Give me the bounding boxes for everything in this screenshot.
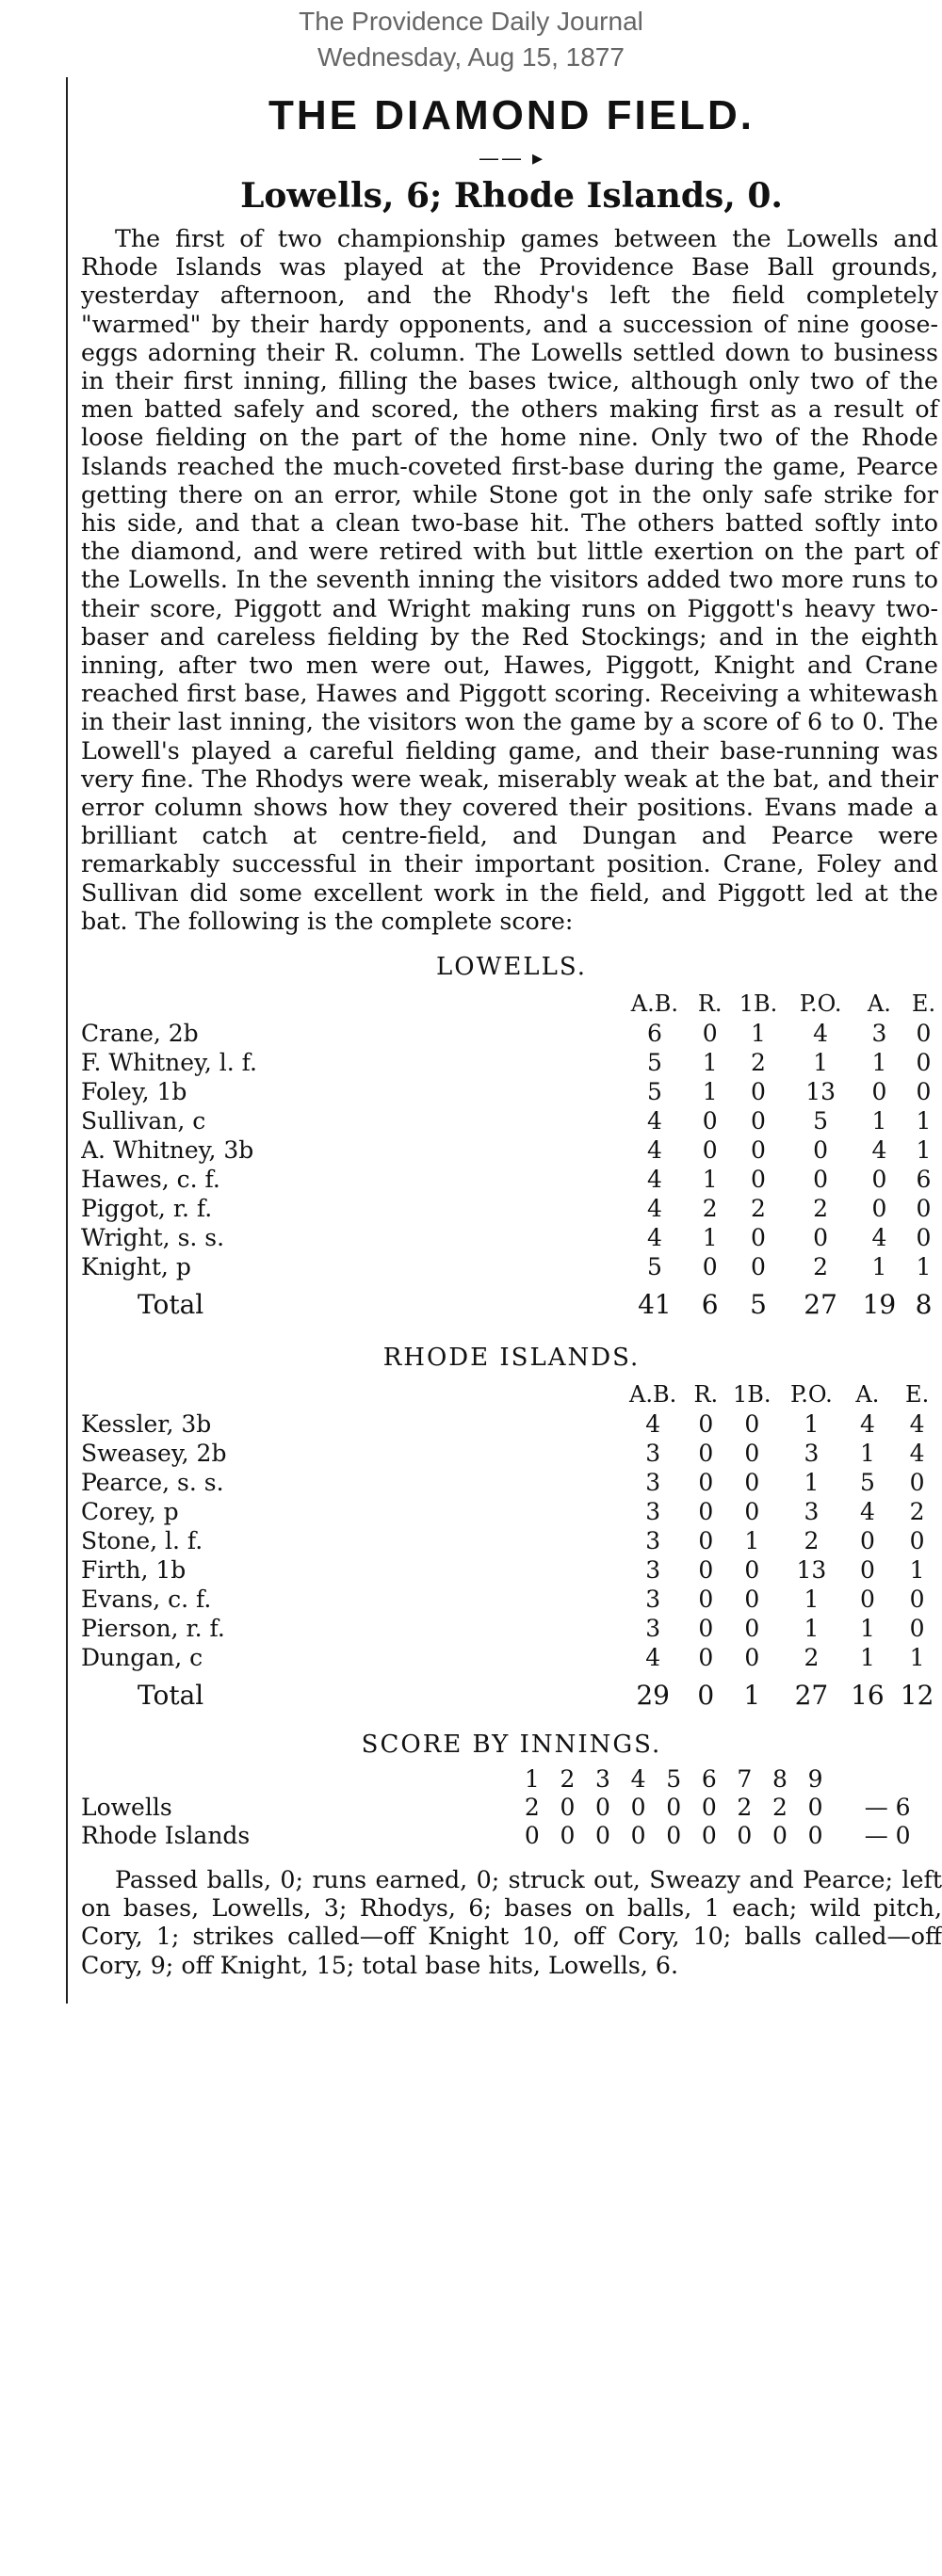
- stat-b1: 0: [744, 1556, 760, 1585]
- stat-e: 0: [909, 1469, 925, 1497]
- player-row: [81, 1468, 942, 1497]
- subhead: Lowells, 6; Rhode Islands, 0.: [240, 176, 783, 216]
- total-row: [81, 1281, 942, 1327]
- player-row: [81, 1555, 942, 1585]
- player-row: [81, 1252, 942, 1281]
- stat-a: 4: [859, 1498, 875, 1526]
- stat-b1: 0: [744, 1615, 760, 1643]
- stat-r: 0: [698, 1498, 714, 1526]
- stat-e: 4: [909, 1440, 925, 1468]
- stat-e: 1: [909, 1644, 925, 1672]
- stat-r: 0: [698, 1586, 714, 1614]
- inning-number: 5: [666, 1764, 682, 1793]
- col-1b: 1B.: [733, 1381, 771, 1409]
- article: [66, 77, 942, 2004]
- rhode-islands-box-score: [81, 1379, 942, 1717]
- score-by-innings: [81, 1764, 942, 1849]
- stat-b1: 0: [751, 1107, 766, 1135]
- rhode-islands-title: RHODE ISLANDS.: [382, 1344, 641, 1373]
- stat-po: 1: [804, 1410, 820, 1439]
- stat-ab: 3: [645, 1556, 661, 1585]
- col-a: A.: [855, 1381, 880, 1409]
- player-row: [81, 1135, 942, 1165]
- stat-po: 2: [804, 1644, 820, 1672]
- innings-team: Rhode Islands: [81, 1821, 251, 1849]
- player-name: F. Whitney, l. f.: [81, 1049, 257, 1077]
- inning-score: 0: [737, 1821, 753, 1849]
- stat-e: 1: [916, 1107, 932, 1135]
- total-row: [81, 1672, 942, 1717]
- stat-ab: 3: [645, 1527, 661, 1555]
- player-row: [81, 1614, 942, 1643]
- stat-po: 0: [813, 1224, 829, 1252]
- stat-r: 2: [702, 1195, 718, 1223]
- innings-row: [81, 1821, 942, 1849]
- stat-b1: 1: [744, 1527, 760, 1555]
- col-1b: 1B.: [739, 990, 778, 1018]
- header-blank: [81, 1379, 618, 1409]
- stat-po: 2: [813, 1195, 829, 1223]
- stat-e: 0: [916, 1224, 932, 1252]
- rhode-islands-rows: [81, 1409, 942, 1717]
- stat-e: 0: [916, 1020, 932, 1048]
- stat-e: 2: [909, 1498, 925, 1526]
- stat-r: 1: [702, 1224, 718, 1252]
- total-po: 27: [804, 1288, 837, 1320]
- stat-b1: 0: [744, 1410, 760, 1439]
- stat-ab: 4: [646, 1195, 662, 1223]
- innings-total-header: [833, 1764, 942, 1793]
- inning-number: 4: [630, 1764, 646, 1793]
- inning-score: 0: [666, 1793, 682, 1821]
- stat-a: 4: [871, 1136, 887, 1165]
- innings-rows: [81, 1793, 942, 1849]
- col-r: R.: [693, 1381, 719, 1409]
- stat-a: 3: [871, 1020, 887, 1048]
- stat-a: 1: [859, 1644, 875, 1672]
- stat-po: 5: [813, 1107, 829, 1135]
- lowells-title: LOWELLS.: [436, 953, 587, 982]
- player-name: Firth, 1b: [81, 1556, 187, 1585]
- player-name: Piggot, r. f.: [81, 1195, 213, 1223]
- stat-r: 0: [698, 1527, 714, 1555]
- inning-number: 2: [560, 1764, 576, 1793]
- stat-ab: 3: [645, 1469, 661, 1497]
- stat-po: 1: [804, 1615, 820, 1643]
- stat-b1: 0: [751, 1253, 766, 1281]
- innings-final-total: — 6: [864, 1793, 911, 1821]
- stat-e: 1: [916, 1253, 932, 1281]
- stat-a: 1: [859, 1440, 875, 1468]
- stat-po: 1: [804, 1586, 820, 1614]
- player-name: Stone, l. f.: [81, 1527, 203, 1555]
- stat-b1: 0: [744, 1498, 760, 1526]
- inning-score: 0: [560, 1793, 576, 1821]
- player-name: Pierson, r. f.: [81, 1615, 225, 1643]
- player-row: [81, 1643, 942, 1672]
- stat-ab: 3: [645, 1615, 661, 1643]
- stat-r: 0: [698, 1440, 714, 1468]
- inning-score: 0: [595, 1793, 610, 1821]
- player-name: Foley, 1b: [81, 1078, 187, 1106]
- masthead: [0, 0, 942, 75]
- player-row: [81, 1439, 942, 1468]
- stat-po: 0: [813, 1136, 829, 1165]
- total-ab: 41: [638, 1288, 672, 1320]
- player-row: [81, 1165, 942, 1194]
- total-b1: 1: [743, 1679, 761, 1711]
- inning-score: 0: [560, 1821, 576, 1849]
- inning-score: 0: [701, 1821, 717, 1849]
- total-label: Total: [138, 1679, 204, 1711]
- player-name: Pearce, s. s.: [81, 1469, 224, 1497]
- stat-b1: 2: [751, 1195, 766, 1223]
- stat-ab: 6: [646, 1020, 662, 1048]
- stat-r: 1: [702, 1166, 718, 1194]
- stat-a: 5: [859, 1469, 875, 1497]
- stat-a: 0: [871, 1078, 887, 1106]
- stat-e: 0: [916, 1195, 932, 1223]
- stat-e: 0: [916, 1078, 932, 1106]
- article-body: The first of two championship games between the Lowells and Rhode Islands was played at the Providence Base Ball grounds, yesterday afternoon, and the Rhody's left the field completely "warmed" by their hardy opponents, and a succession of nine goose-eggs adorning their R. column. The Lowells settled down to business in their first inning, filling the bases twice, although only two of the men batted safely and scored, the others making first as a result of loose fielding on the part of the home nine. Only two of the Rhode Islands reached the much-coveted first-base during the game, Pearce getting there on an error, while Stone got in the only safe strike for his side, and that a clean two-base hit. The others batted softly into the diamond, and were retired with but little exertion on the part of the Lowells. In the seventh inning the visitors added two more runs to their score, Piggott and Wright making runs on Piggott's heavy two-baser and careless fielding by the Red Stockings; and in the eighth inning, after two men were out, Hawes, Piggott, Knight and Crane reached first base, Hawes and Piggott scoring. Receiving a whitewash in their last inning, the visitors won the game by a score of 6 to 0. The Lowell's played a careful fielding game, and their base-running was very fine. The Rhodys were weak, miserably weak at the bat, and their error column shows how they covered their positions. Evans made a brilliant catch at centre-field, and Dungan and Pearce were remarkably successful in their important position. Crane, Foley and Sullivan did some excellent work in the field, and Piggott led at the bat. The following is the complete score:: [81, 225, 938, 935]
- stat-e: 1: [909, 1556, 925, 1585]
- inning-score: 0: [595, 1821, 610, 1849]
- player-name: Evans, c. f.: [81, 1586, 212, 1614]
- stat-b1: 0: [744, 1644, 760, 1672]
- inning-score: 0: [630, 1793, 646, 1821]
- stat-ab: 4: [646, 1166, 662, 1194]
- col-po: P.O.: [799, 990, 842, 1018]
- col-po: P.O.: [790, 1381, 833, 1409]
- total-po: 27: [794, 1679, 829, 1711]
- total-ab: 29: [636, 1679, 670, 1711]
- innings-title: SCORE BY INNINGS.: [361, 1731, 662, 1760]
- player-row: [81, 1409, 942, 1439]
- stat-a: 0: [871, 1166, 887, 1194]
- total-e: 8: [915, 1288, 933, 1320]
- stat-a: 1: [871, 1107, 887, 1135]
- total-r: 6: [701, 1288, 719, 1320]
- stat-e: 0: [909, 1527, 925, 1555]
- stat-b1: 0: [751, 1224, 766, 1252]
- inning-score: 2: [524, 1793, 540, 1821]
- stat-ab: 5: [646, 1049, 662, 1077]
- stat-ab: 4: [645, 1410, 661, 1439]
- stat-ab: 3: [645, 1498, 661, 1526]
- inning-score: 0: [701, 1793, 717, 1821]
- player-name: Kessler, 3b: [81, 1410, 212, 1439]
- stat-po: 3: [804, 1498, 820, 1526]
- innings-header-blank: [81, 1764, 514, 1793]
- stat-ab: 4: [646, 1107, 662, 1135]
- stat-r: 0: [702, 1107, 718, 1135]
- stat-r: 0: [698, 1410, 714, 1439]
- stat-r: 0: [702, 1136, 718, 1165]
- col-r: R.: [697, 990, 723, 1018]
- stat-a: 0: [859, 1527, 875, 1555]
- stat-po: 13: [796, 1556, 827, 1585]
- stat-a: 1: [859, 1615, 875, 1643]
- total-label: Total: [138, 1288, 204, 1320]
- player-row: [81, 1077, 942, 1106]
- player-name: Knight, p: [81, 1253, 191, 1281]
- stat-ab: 5: [646, 1253, 662, 1281]
- inning-score: 0: [807, 1821, 823, 1849]
- innings-team: Lowells: [81, 1793, 172, 1821]
- stat-po: 1: [813, 1049, 829, 1077]
- stat-po: 4: [813, 1020, 829, 1048]
- box-header-row: [81, 989, 942, 1019]
- player-name: Dungan, c: [81, 1644, 203, 1672]
- stat-e: 0: [909, 1586, 925, 1614]
- player-row: [81, 1223, 942, 1252]
- stat-po: 2: [813, 1253, 829, 1281]
- stat-ab: 4: [646, 1224, 662, 1252]
- stat-a: 1: [871, 1049, 887, 1077]
- stat-e: 6: [916, 1166, 932, 1194]
- col-e: E.: [905, 1381, 930, 1409]
- stat-a: 4: [859, 1410, 875, 1439]
- innings-row: [81, 1793, 942, 1821]
- stat-ab: 3: [645, 1586, 661, 1614]
- player-name: Hawes, c. f.: [81, 1166, 220, 1194]
- lowells-box-score: [81, 989, 942, 1327]
- stat-po: 3: [804, 1440, 820, 1468]
- col-a: A.: [867, 990, 891, 1018]
- player-name: Corey, p: [81, 1498, 179, 1526]
- inning-score: 2: [772, 1793, 788, 1821]
- inning-score: 0: [630, 1821, 646, 1849]
- inning-score: 0: [807, 1793, 823, 1821]
- stat-a: 0: [871, 1195, 887, 1223]
- stat-b1: 0: [744, 1469, 760, 1497]
- innings-final-total: — 0: [864, 1821, 911, 1849]
- player-row: [81, 1106, 942, 1135]
- stat-b1: 0: [751, 1136, 766, 1165]
- player-name: Wright, s. s.: [81, 1224, 225, 1252]
- stat-b1: 0: [744, 1586, 760, 1614]
- stat-b1: 0: [751, 1078, 766, 1106]
- inning-number: 6: [701, 1764, 717, 1793]
- stat-a: 1: [871, 1253, 887, 1281]
- stat-po: 1: [804, 1469, 820, 1497]
- player-row: [81, 1019, 942, 1048]
- stat-ab: 4: [645, 1644, 661, 1672]
- player-name: Crane, 2b: [81, 1020, 199, 1048]
- stat-e: 4: [909, 1410, 925, 1439]
- inning-score: 0: [772, 1821, 788, 1849]
- stat-r: 0: [698, 1644, 714, 1672]
- inning-number: 1: [524, 1764, 540, 1793]
- stat-ab: 4: [646, 1136, 662, 1165]
- stat-r: 0: [698, 1556, 714, 1585]
- player-name: Sullivan, c: [81, 1107, 206, 1135]
- inning-score: 2: [737, 1793, 753, 1821]
- stat-r: 0: [698, 1469, 714, 1497]
- col-ab: A.B.: [629, 1381, 677, 1409]
- inning-number: 8: [772, 1764, 788, 1793]
- stat-a: 0: [859, 1586, 875, 1614]
- stat-e: 1: [916, 1136, 932, 1165]
- stat-e: 0: [909, 1615, 925, 1643]
- stat-b1: 0: [744, 1440, 760, 1468]
- header-blank: [81, 989, 618, 1019]
- stat-b1: 2: [751, 1049, 766, 1077]
- player-row: [81, 1526, 942, 1555]
- player-row: [81, 1194, 942, 1223]
- headline: THE DIAMOND FIELD.: [268, 92, 755, 138]
- col-e: E.: [911, 990, 936, 1018]
- inning-score: 0: [666, 1821, 682, 1849]
- stat-ab: 5: [646, 1078, 662, 1106]
- box-header-row: [81, 1379, 942, 1409]
- inning-number: 7: [737, 1764, 753, 1793]
- inning-number: 9: [807, 1764, 823, 1793]
- inning-score: 0: [524, 1821, 540, 1849]
- stat-r: 1: [702, 1049, 718, 1077]
- inning-number: 3: [595, 1764, 610, 1793]
- stat-r: 1: [702, 1078, 718, 1106]
- stat-a: 0: [859, 1556, 875, 1585]
- stat-r: 0: [702, 1020, 718, 1048]
- innings-header-row: [81, 1764, 942, 1793]
- total-b1: 5: [750, 1288, 767, 1320]
- stat-a: 4: [871, 1224, 887, 1252]
- stat-r: 0: [702, 1253, 718, 1281]
- player-row: [81, 1585, 942, 1614]
- total-r: 0: [697, 1679, 715, 1711]
- player-row: [81, 1048, 942, 1077]
- player-row: [81, 1497, 942, 1526]
- game-summary: Passed balls, 0; runs earned, 0; struck out, Sweazy and Pearce; left on bases, Lowells, 3; Rhodys, 6; bases on balls, 1 each; wild pitch, Cory, 1; strikes called—off Knight 10, off Cory, 10; balls called—off Cory, 9; off Knight, 15; total base hits, Lowells, 6.: [81, 1866, 942, 1979]
- stat-b1: 1: [751, 1020, 766, 1048]
- ornament: —— ▸: [478, 147, 545, 170]
- player-name: Sweasey, 2b: [81, 1440, 227, 1468]
- lowells-rows: [81, 1019, 942, 1327]
- col-ab: A.B.: [630, 990, 679, 1018]
- total-e: 12: [900, 1679, 934, 1711]
- stat-ab: 3: [645, 1440, 661, 1468]
- paper-name: The Providence Daily Journal: [299, 7, 643, 36]
- stat-e: 0: [916, 1049, 932, 1077]
- paper-date: Wednesday, Aug 15, 1877: [317, 42, 625, 72]
- stat-po: 2: [804, 1527, 820, 1555]
- stat-po: 0: [813, 1166, 829, 1194]
- total-a: 16: [851, 1679, 885, 1711]
- stat-po: 13: [805, 1078, 836, 1106]
- total-a: 19: [862, 1288, 897, 1320]
- stat-r: 0: [698, 1615, 714, 1643]
- stat-b1: 0: [751, 1166, 766, 1194]
- player-name: A. Whitney, 3b: [81, 1136, 254, 1165]
